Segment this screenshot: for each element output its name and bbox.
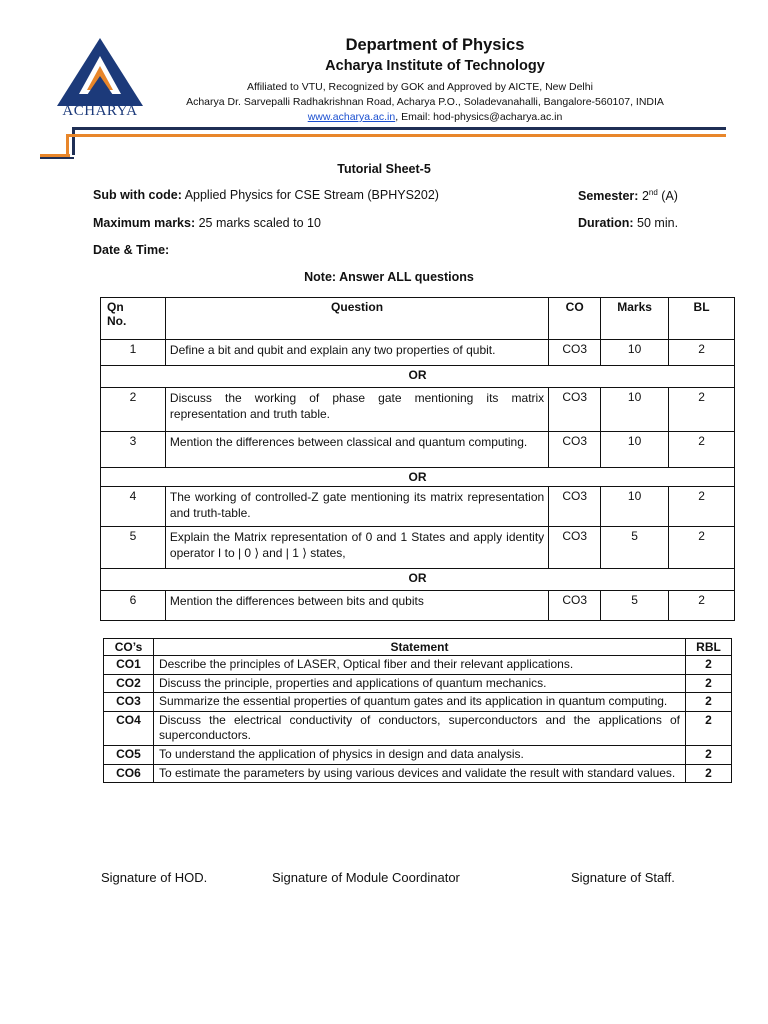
semester-line — [578, 188, 678, 203]
co-header: CO — [549, 298, 601, 340]
co-cell: CO3 — [549, 487, 601, 527]
semester-value: 2 — [641, 189, 649, 204]
question-cell: The working of controlled-Z gate mentioning its matrix representation and truth-table. — [165, 487, 548, 527]
rbl-header: RBL — [686, 639, 732, 656]
or-label: OR — [101, 366, 735, 388]
max-marks-line — [93, 216, 321, 230]
sheet-title: Tutorial Sheet-5 — [337, 162, 431, 176]
marks-cell: 5 — [601, 591, 669, 621]
duration-line — [578, 216, 678, 230]
rbl-cell: 2 — [686, 745, 732, 764]
table-row — [101, 487, 735, 527]
or-row — [101, 366, 735, 388]
or-row — [101, 569, 735, 591]
statement-cell: Describe the principles of LASER, Optical fiber and their relevant applications. — [153, 656, 685, 675]
question-header: Question — [165, 298, 548, 340]
table-row — [101, 591, 735, 621]
statement-cell: Discuss the electrical conductivity of conductors, superconductors and the applications of superconductors. — [153, 711, 685, 745]
subject-label: Sub with code: — [93, 188, 182, 202]
statement-header: Statement — [153, 639, 685, 656]
co-code-cell: CO1 — [104, 656, 154, 675]
affiliation-text: Affiliated to VTU, Recognized by GOK and Approved by AICTE, New Delhi — [247, 81, 593, 93]
question-cell: Mention the differences between classical and quantum computing. — [165, 432, 548, 468]
bl-cell: 2 — [669, 432, 735, 468]
header-rule-orange-vertical — [66, 134, 69, 156]
duration-label: Duration: — [578, 216, 634, 230]
semester-sup: nd — [648, 188, 658, 197]
bl-cell: 2 — [669, 487, 735, 527]
max-marks-value: 25 marks scaled to 10 — [198, 216, 321, 230]
or-label: OR — [101, 569, 735, 591]
bl-cell: 2 — [669, 591, 735, 621]
co-cell: CO3 — [549, 591, 601, 621]
table-row — [104, 656, 732, 675]
co-cell: CO3 — [549, 432, 601, 468]
address-text: Acharya Dr. Sarvepalli Radhakrishnan Road, Acharya P.O., Soladevanahalli, Bangalore-560107, INDIA — [186, 96, 664, 108]
co-cell: CO3 — [549, 388, 601, 432]
statement-cell: Discuss the principle, properties and applications of quantum mechanics. — [153, 674, 685, 693]
rbl-cell: 2 — [686, 674, 732, 693]
qn-header-line1: Qn — [107, 300, 124, 314]
bl-cell: 2 — [669, 388, 735, 432]
statement-cell: To understand the application of physics in design and data analysis. — [153, 745, 685, 764]
table-row — [101, 432, 735, 468]
instruction-note: Note: Answer ALL questions — [304, 270, 474, 284]
table-row — [104, 693, 732, 712]
table-row — [101, 388, 735, 432]
subject-line — [93, 188, 439, 202]
marks-cell: 10 — [601, 388, 669, 432]
questions-table — [100, 297, 735, 621]
co-cell: CO3 — [549, 340, 601, 366]
email-text: , Email: hod-physics@acharya.ac.in — [395, 111, 563, 123]
contact-line — [200, 111, 670, 123]
semester-label: Semester: — [578, 189, 639, 204]
co-header: CO’s — [104, 639, 154, 656]
co-code-cell: CO6 — [104, 764, 154, 783]
header-rule-navy — [72, 127, 726, 130]
duration-value: 50 min. — [637, 216, 679, 230]
question-cell: Mention the differences between bits and qubits — [165, 591, 548, 621]
co-code-cell: CO4 — [104, 711, 154, 745]
qn-cell: 6 — [101, 591, 166, 621]
statement-cell: Summarize the essential properties of quantum gates and its application in quantum computing. — [153, 693, 685, 712]
course-outcomes-table — [103, 638, 732, 783]
website-link[interactable]: www.acharya.ac.in — [307, 111, 396, 123]
rbl-cell: 2 — [686, 711, 732, 745]
statement-cell: To estimate the parameters by using various devices and validate the result with standard values. — [153, 764, 685, 783]
table-row — [104, 764, 732, 783]
header-rule-orange — [66, 134, 726, 137]
subject-value: Applied Physics for CSE Stream (BPHYS202) — [184, 188, 439, 202]
signature-module-coordinator: Signature of Module Coordinator — [272, 870, 460, 885]
question-cell: Discuss the working of phase gate mentioning its matrix representation and truth table. — [165, 388, 548, 432]
rbl-cell: 2 — [686, 656, 732, 675]
co-code-cell: CO3 — [104, 693, 154, 712]
qn-cell: 3 — [101, 432, 166, 468]
co-code-cell: CO5 — [104, 745, 154, 764]
qn-header-line2: No. — [107, 314, 127, 328]
table-row — [101, 527, 735, 569]
bl-cell: 2 — [669, 340, 735, 366]
bl-header: BL — [669, 298, 735, 340]
co-code-cell: CO2 — [104, 674, 154, 693]
question-cell: Define a bit and qubit and explain any two properties of qubit. — [165, 340, 548, 366]
table-row — [104, 711, 732, 745]
marks-cell: 10 — [601, 432, 669, 468]
marks-cell: 5 — [601, 527, 669, 569]
question-cell: Explain the Matrix representation of 0 and 1 States and apply identity operator I to | 0 ⟩ and | 1 ⟩ states, — [165, 527, 548, 569]
header-rule-corner-navy — [40, 157, 74, 159]
table-row — [101, 340, 735, 366]
department-title: Department of Physics — [345, 36, 525, 54]
questions-header-row — [101, 298, 735, 340]
rbl-cell: 2 — [686, 764, 732, 783]
qn-cell: 4 — [101, 487, 166, 527]
logo-text: ACHARYA — [62, 103, 138, 119]
or-row — [101, 468, 735, 487]
qn-cell: 5 — [101, 527, 166, 569]
signature-staff: Signature of Staff. — [571, 870, 675, 885]
qn-cell: 1 — [101, 340, 166, 366]
qn-header — [101, 298, 166, 340]
marks-cell: 10 — [601, 487, 669, 527]
header-rule-navy-vertical — [72, 127, 75, 155]
date-time-line — [93, 243, 169, 257]
bl-cell: 2 — [669, 527, 735, 569]
or-label: OR — [101, 468, 735, 487]
table-row — [104, 674, 732, 693]
marks-cell: 10 — [601, 340, 669, 366]
co-cell: CO3 — [549, 527, 601, 569]
rbl-cell: 2 — [686, 693, 732, 712]
marks-header: Marks — [601, 298, 669, 340]
outcomes-header-row — [104, 639, 732, 656]
institute-name: Acharya Institute of Technology — [325, 58, 545, 74]
qn-cell: 2 — [101, 388, 166, 432]
document-header — [0, 0, 768, 170]
date-time-label: Date & Time: — [93, 243, 170, 257]
signature-hod: Signature of HOD. — [101, 870, 208, 885]
table-row — [104, 745, 732, 764]
semester-section: (A) — [661, 189, 678, 204]
max-marks-label: Maximum marks: — [93, 216, 196, 230]
